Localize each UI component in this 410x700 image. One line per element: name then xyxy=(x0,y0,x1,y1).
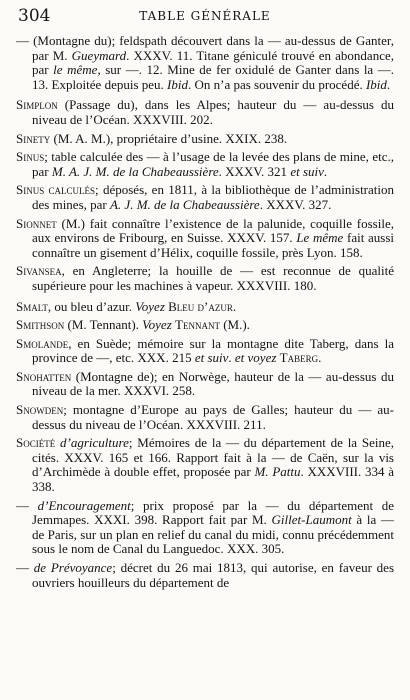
page-number: 304 xyxy=(18,6,51,26)
index-entry-montagne-du: — (Montagne du); feldspath découvert dans la — au-dessus de Ganter, par M. Gueymard. XXXV. 11. Titane géniculé trouvé en abondance, par le même, sur —. 12. Mine de fer oxidulé de Ganter dans la —. 13. Exploitée depuis peu. Ibid. On n’a pas souvenir du procédé. Ibid. xyxy=(16,33,395,92)
page-header xyxy=(0,4,410,28)
index-body xyxy=(16,34,394,594)
index-entry-encouragement: — d’Encouragement; prix proposé par la — du département de Jemmapes. XXXI. 398. Rapport fait par M. Gillet-Laumont à la — de Paris, sur un plan en relief du canal du midi, connu précédemment sous le nom de Canal du Languedoc. XXX. 305. xyxy=(16,497,395,557)
index-entry-smalt: Smalt, ou bleu d’azur. Voyez Bleu d’azur. xyxy=(16,298,237,314)
index-entry-sionnet: Sionnet (M.) fait connaître l’existence de la palunide, coquille fossile, aux environs de Fribourg, en Suisse. XXXV. 157. Le même fait aussi connaître un gisement d’Hélix, coquille fossile, près Lyon. 158. xyxy=(16,215,394,260)
index-entry-sinus: Sinus; table calculée des — à l’usage de la levée des plans de mine, etc., par M. A. J. M. de la Chabeaussière. XXXV. 321 et suiv. xyxy=(16,149,394,179)
index-entry-snohatten: Snohatten (Montagne de); en Norwège, hauteur de la — au-dessus du niveau de la mer. XXXVI. 258. xyxy=(16,368,394,399)
index-entry-snowden: Snowden; montagne d’Europe au pays de Galles; hauteur du — au-dessus du niveau de l’Océan. XXXVIII. 211. xyxy=(16,402,394,432)
index-entry-sivansea: Sivansea, en Angleterre; la houille de — est reconnue de qualité supérieure pour les machines à vapeur. XXXVIII. 180. xyxy=(16,263,394,293)
index-entry-sinus-calcules: Sinus calculés; déposés, en 1811, à la bibliothèque de l’administration des mines, par A. J. M. de la Chabeaussière. XXXV. 327. xyxy=(16,182,394,212)
running-title: TABLE GÉNÉRALE xyxy=(139,9,271,23)
index-entry-smithson: Smithson (M. Tennant). Voyez Tennant (M.). xyxy=(16,317,250,333)
index-entry-simplon: Simplon (Passage du), dans les Alpes; hauteur du — au-dessus du niveau de l’Océan. XXXVIII. 202. xyxy=(16,97,394,127)
index-entry-sinety: Sinety (M. A. M.), propriétaire d’usine. XXIX. 238. xyxy=(16,130,288,146)
index-entry-prevoyance: — de Prévoyance; décret du 26 mai 1813, qui autorise, en faveur des ouvriers houilleurs du département de xyxy=(16,560,395,590)
index-entry-smolande: Smolande, en Suède; mémoire sur la montagne dite Taberg, dans la province de —, etc. XXX. 215 et suiv. et voyez Taberg. xyxy=(16,335,394,366)
index-entry-societe: Société d’agriculture; Mémoires de la — du département de la Seine, cités. XXXV. 165 et 166. Rapport fait à la — de Caën, sur la vis d’Archimède à double effet, proposée par M. Pattu. XXXVIII. 334 à 338. xyxy=(16,435,394,495)
